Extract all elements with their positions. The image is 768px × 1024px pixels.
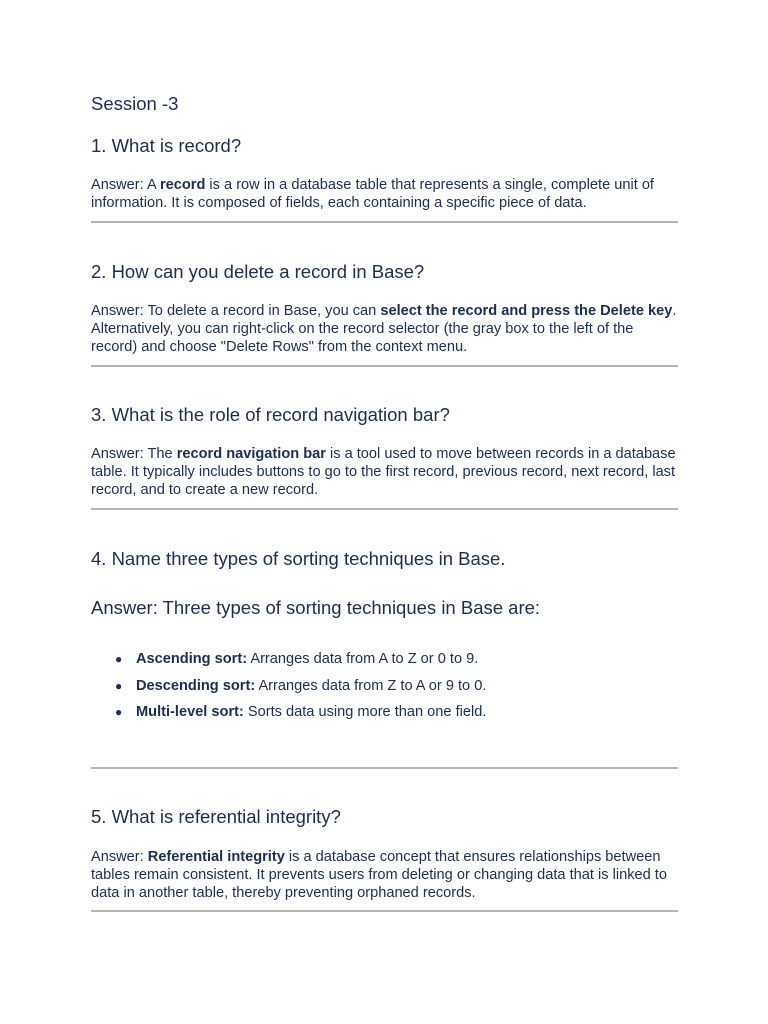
list-item-term: Ascending sort: bbox=[136, 651, 248, 667]
divider-2 bbox=[91, 365, 678, 367]
list-item bbox=[91, 650, 486, 677]
question-5: 5. What is referential integrity? bbox=[91, 806, 341, 827]
session-title: Session -3 bbox=[91, 93, 179, 114]
list-item-term: Descending sort: bbox=[136, 677, 256, 694]
divider-4 bbox=[91, 767, 678, 769]
list-item-term: Multi-level sort: bbox=[136, 704, 244, 720]
answer-2-prefix: Answer: To delete a record in Base, you can bbox=[91, 303, 381, 319]
sort-types-list bbox=[91, 650, 486, 730]
divider-5 bbox=[91, 910, 678, 912]
question-2: 2. How can you delete a record in Base? bbox=[91, 261, 425, 282]
list-item-desc: Arranges data from A to Z or 0 to 9. bbox=[247, 651, 479, 667]
answer-5-bold: Referential integrity bbox=[147, 849, 285, 865]
answer-2-rest: . Alternatively, you can right-click on the record selector (the gray box to the left of the record) and choose "Delete Rows" from the context menu. bbox=[91, 303, 677, 355]
question-1: 1. What is record? bbox=[91, 135, 242, 156]
answer-1 bbox=[91, 176, 678, 212]
answer-1-bold: record bbox=[159, 177, 206, 193]
answer-3-prefix: Answer: The bbox=[91, 446, 177, 462]
question-4: 4. Name three types of sorting techniques in Base. bbox=[91, 548, 506, 569]
answer-5 bbox=[91, 848, 678, 902]
divider-1 bbox=[91, 221, 678, 223]
answer-3-bold: record navigation bar bbox=[176, 446, 326, 462]
answer-2 bbox=[91, 302, 678, 356]
answer-5-prefix: Answer: bbox=[91, 849, 148, 865]
list-item-desc: Sorts data using more than one field. bbox=[243, 704, 487, 720]
bullet-icon: ● bbox=[115, 705, 123, 719]
list-item bbox=[91, 677, 486, 704]
answer-1-prefix: Answer: A bbox=[91, 177, 160, 193]
bullet-icon: ● bbox=[115, 652, 123, 666]
answer-4: Answer: Three types of sorting techniques in Base are: bbox=[91, 597, 541, 618]
question-3: 3. What is the role of record navigation bar? bbox=[91, 404, 450, 425]
list-item-desc: Arranges data from Z to A or 9 to 0. bbox=[255, 677, 487, 694]
answer-2-bold: select the record and press the Delete key bbox=[380, 303, 673, 319]
bullet-icon: ● bbox=[115, 678, 123, 693]
list-item bbox=[91, 703, 486, 730]
answer-3-rest: is a tool used to move between records in a database table. It typically includes buttons to go to the first record, previous record, next record, last record, and to create a new record. bbox=[91, 446, 676, 498]
answer-5-rest: is a database concept that ensures relationships between tables remain consistent. It prevents users from deleting or changing data that is linked to data in another table, thereby preventing orphaned records. bbox=[91, 849, 667, 901]
answer-3 bbox=[91, 445, 678, 499]
answer-1-rest: is a row in a database table that represents a single, complete unit of information. It is composed of fields, each containing a specific piece of data. bbox=[91, 177, 654, 211]
divider-3 bbox=[91, 508, 678, 510]
